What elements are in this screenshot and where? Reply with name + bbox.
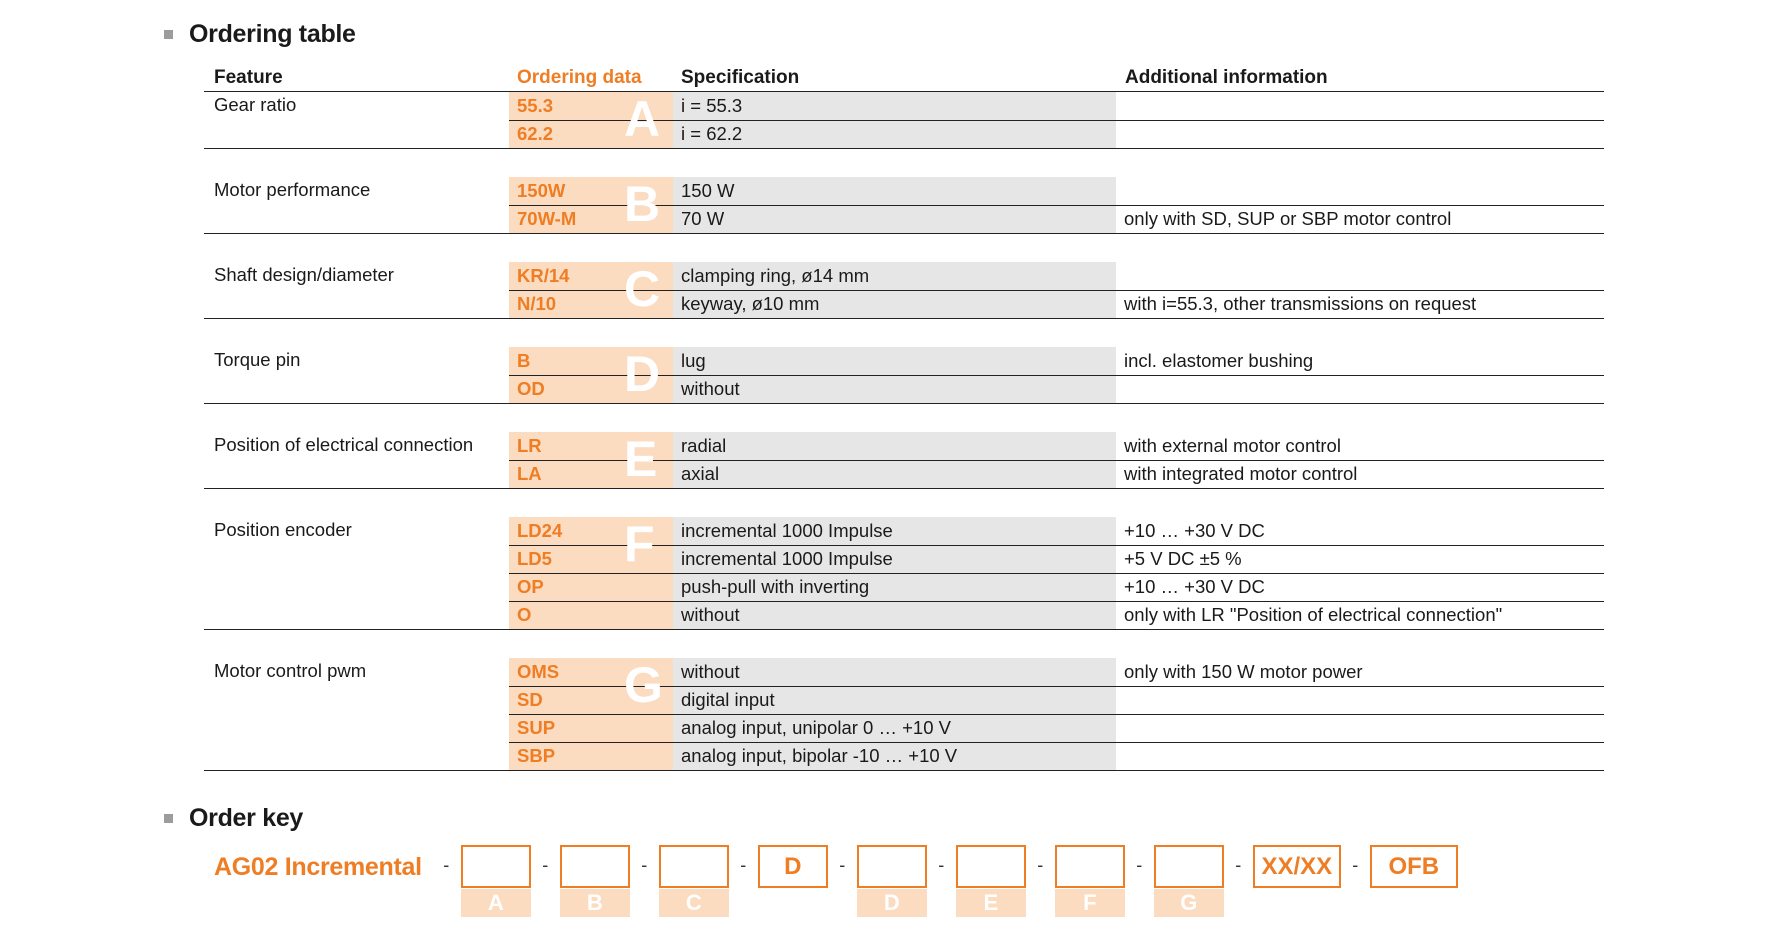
specification-cell: 150 W [673, 177, 1116, 205]
order-key-separator: - [1037, 855, 1044, 875]
table-row [509, 658, 1604, 686]
order-key-field [659, 845, 729, 888]
additional-info-cell [1116, 686, 1604, 714]
order-key-separator: - [839, 855, 846, 875]
additional-info-cell [1116, 92, 1604, 120]
order-key-field [461, 845, 531, 888]
order-key-letter: E [956, 889, 1026, 917]
additional-info-cell: only with LR "Position of electrical connection" [1116, 601, 1604, 629]
order-key-field: D [758, 845, 828, 888]
order-key-separator: - [641, 855, 648, 875]
order-key-letter: D [857, 889, 927, 917]
ordering-code: B [509, 347, 673, 375]
order-key-letter [1370, 889, 1458, 917]
ordering-code: 150W [509, 177, 673, 205]
specification-cell: axial [673, 460, 1116, 488]
ordering-table-title [189, 20, 356, 49]
specification-cell: i = 62.2 [673, 120, 1116, 148]
feature-label: Shaft design/diameter [214, 264, 394, 285]
specification-cell: lug [673, 347, 1116, 375]
table-row [509, 375, 1604, 403]
table-header [204, 64, 1604, 92]
order-key-separator: - [740, 855, 747, 875]
additional-info-cell: with external motor control [1116, 432, 1604, 460]
ordering-code: SBP [509, 742, 673, 770]
specification-cell: push-pull with inverting [673, 573, 1116, 601]
specification-cell: keyway, ø10 mm [673, 290, 1116, 318]
ordering-code: OD [509, 375, 673, 403]
additional-info-cell: +10 … +30 V DC [1116, 573, 1604, 601]
table-row [509, 432, 1604, 460]
order-key-slot [1154, 845, 1224, 917]
header-additional-information: Additional information [1125, 67, 1328, 88]
specification-cell: i = 55.3 [673, 92, 1116, 120]
specification-cell: analog input, bipolar -10 … +10 V [673, 742, 1116, 770]
group-letter: D [624, 346, 661, 402]
additional-info-cell [1116, 120, 1604, 148]
feature-label: Torque pin [214, 349, 301, 370]
ordering-code: LR [509, 432, 673, 460]
specification-cell: digital input [673, 686, 1116, 714]
order-key-title-text: Order key [189, 804, 304, 832]
order-key-slot [659, 845, 729, 917]
specification-cell: 70 W [673, 205, 1116, 233]
group-letter: B [624, 176, 661, 232]
order-key-letter: F [1055, 889, 1125, 917]
specification-cell: analog input, unipolar 0 … +10 V [673, 714, 1116, 742]
group-letter: E [624, 431, 658, 487]
table-row [509, 601, 1604, 629]
order-key-separator: - [443, 855, 450, 875]
header-feature: Feature [214, 67, 283, 88]
order-key-slot [1055, 845, 1125, 917]
order-key-field [857, 845, 927, 888]
table-row [509, 347, 1604, 375]
order-key-letter: B [560, 889, 630, 917]
order-key-letter: G [1154, 889, 1224, 917]
ordering-code: 62.2 [509, 120, 673, 148]
table-row [509, 460, 1604, 488]
ordering-code: SUP [509, 714, 673, 742]
ordering-code: KR/14 [509, 262, 673, 290]
order-key-field [956, 845, 1026, 888]
additional-info-cell [1116, 714, 1604, 742]
ordering-code: O [509, 601, 673, 629]
table-group [204, 658, 1604, 771]
additional-info-cell: incl. elastomer bushing [1116, 347, 1604, 375]
order-key-letter [1253, 889, 1341, 917]
table-group [204, 432, 1604, 489]
order-key-letter [758, 889, 828, 917]
specification-cell: without [673, 658, 1116, 686]
ordering-table-title-text: Ordering table [189, 20, 356, 48]
order-key-separator: - [542, 855, 549, 875]
ordering-code: OP [509, 573, 673, 601]
feature-label: Gear ratio [214, 94, 297, 115]
additional-info-cell: only with SD, SUP or SBP motor control [1116, 205, 1604, 233]
table-group [204, 92, 1604, 149]
table-group [204, 262, 1604, 319]
ordering-code: 70W-M [509, 205, 673, 233]
table-row [509, 573, 1604, 601]
order-key [214, 845, 1458, 915]
square-bullet-icon [164, 814, 173, 823]
table-row [509, 742, 1604, 770]
square-bullet-icon [164, 30, 173, 39]
ordering-code: LD5 [509, 545, 673, 573]
additional-info-cell: only with 150 W motor power [1116, 658, 1604, 686]
table-group [204, 517, 1604, 630]
table-row [509, 262, 1604, 290]
table-row [509, 92, 1604, 120]
ordering-table [204, 64, 1604, 771]
order-key-product: AG02 Incremental [214, 853, 422, 881]
additional-info-cell [1116, 375, 1604, 403]
ordering-code: LA [509, 460, 673, 488]
feature-label: Motor performance [214, 179, 371, 200]
order-key-separator: - [1235, 855, 1242, 875]
order-key-slot [758, 845, 828, 917]
group-letter: G [624, 657, 663, 713]
additional-info-cell: +10 … +30 V DC [1116, 517, 1604, 545]
order-key-field: OFB [1370, 845, 1458, 888]
order-key-separator: - [1136, 855, 1143, 875]
order-key-slot [1370, 845, 1458, 917]
additional-info-cell: with integrated motor control [1116, 460, 1604, 488]
specification-cell: radial [673, 432, 1116, 460]
table-row [509, 545, 1604, 573]
feature-label: Motor control pwm [214, 660, 367, 681]
order-key-field [560, 845, 630, 888]
group-letter: A [624, 91, 661, 147]
order-key-slot [857, 845, 927, 917]
feature-label: Position encoder [214, 519, 352, 540]
order-key-slot [461, 845, 531, 917]
table-row [509, 120, 1604, 148]
table-row [509, 714, 1604, 742]
table-group [204, 177, 1604, 234]
additional-info-cell: with i=55.3, other transmissions on request [1116, 290, 1604, 318]
table-row [509, 517, 1604, 545]
specification-cell: incremental 1000 Impulse [673, 545, 1116, 573]
ordering-code: LD24 [509, 517, 673, 545]
group-letter: C [624, 261, 661, 317]
order-key-separator: - [938, 855, 945, 875]
specification-cell: incremental 1000 Impulse [673, 517, 1116, 545]
table-row [509, 205, 1604, 233]
specification-cell: without [673, 601, 1116, 629]
table-row [509, 290, 1604, 318]
group-letter: F [624, 516, 655, 572]
order-key-separator: - [1352, 855, 1359, 875]
order-key-slot [1253, 845, 1341, 917]
order-key-field [1154, 845, 1224, 888]
order-key-letter: C [659, 889, 729, 917]
table-body [204, 92, 1604, 771]
table-group [204, 347, 1604, 404]
order-key-field: XX/XX [1253, 845, 1341, 888]
specification-cell: clamping ring, ø14 mm [673, 262, 1116, 290]
ordering-code: N/10 [509, 290, 673, 318]
order-key-title [189, 804, 303, 833]
additional-info-cell [1116, 742, 1604, 770]
specification-cell: without [673, 375, 1116, 403]
order-key-letter: A [461, 889, 531, 917]
ordering-code: OMS [509, 658, 673, 686]
table-row [509, 686, 1604, 714]
order-key-slot [560, 845, 630, 917]
additional-info-cell [1116, 177, 1604, 205]
additional-info-cell [1116, 262, 1604, 290]
additional-info-cell: +5 V DC ±5 % [1116, 545, 1604, 573]
order-key-field [1055, 845, 1125, 888]
header-ordering-data: Ordering data [517, 67, 642, 88]
table-row [509, 177, 1604, 205]
ordering-code: SD [509, 686, 673, 714]
ordering-code: 55.3 [509, 92, 673, 120]
order-key-slot [956, 845, 1026, 917]
feature-label: Position of electrical connection [214, 434, 474, 455]
header-specification: Specification [681, 67, 800, 88]
